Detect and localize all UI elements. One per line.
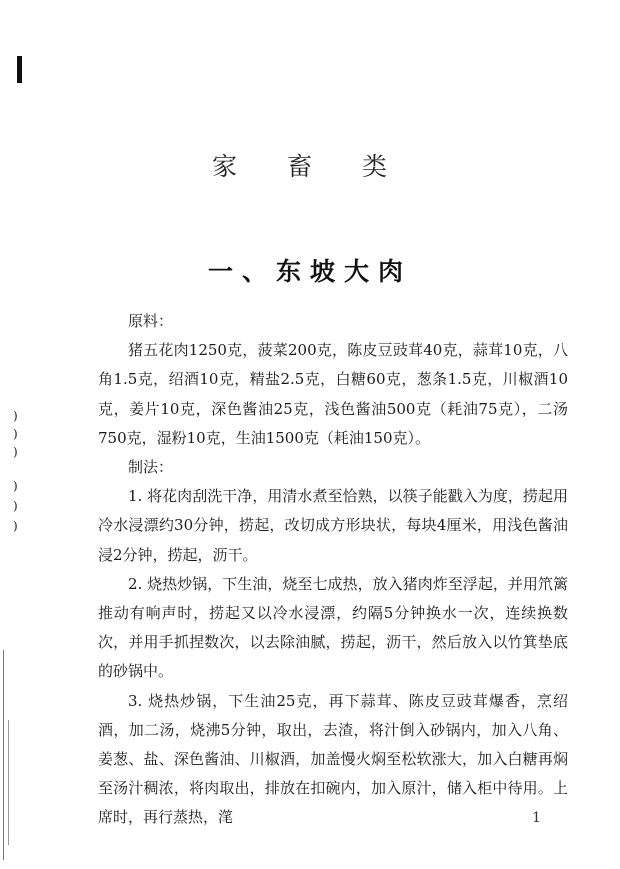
ingredients-text: 猪五花肉1250克，菠菜200克，陈皮豆豉茸40克，蒜茸10克，八角1.5克，绍酒10克，精盐2.5克，白糖60克，葱条1.5克，川椒酒10克，姜片10克，深色酱油25克，浅色酱油500克（耗油75克），二汤750克，湿粉10克，生油1500克（耗油150克）。 <box>98 341 568 447</box>
margin-mark: ) <box>13 409 18 423</box>
method-label: 制法： <box>128 458 174 477</box>
margin-mark: ) <box>13 519 18 533</box>
method-step: 3. 烧热炒锅，下生油25克，再下蒜茸、陈皮豆豉茸爆香，烹绍酒，加二汤，烧沸5分钟，取出，去渣，将汁倒入砂锅内，加入八角、姜葱、盐、深色酱油、川椒酒，加盖慢火焖至松软涨大，加入白糖再焖至汤汁稠浓，将肉取出，排放在扣碗内，加入原汁，储入柜中待用。上席时，再行蒸热，滗 <box>98 691 568 827</box>
scan-edge-tick <box>8 720 9 845</box>
scan-edge-line <box>3 650 4 860</box>
method-step: 1. 将花肉刮洗干净，用清水煮至恰熟，以筷子能戳入为度，捞起用冷水浸漂约30分钟，捞起，改切成方形块状，每块4厘米，用浅色酱油浸2分钟，捞起，沥干。 <box>98 487 568 564</box>
chapter-title: 家 畜 类 <box>212 152 408 181</box>
section-title: 一、东坡大肉 <box>207 257 412 286</box>
recipe-body <box>98 307 568 833</box>
margin-mark: ) <box>13 479 18 493</box>
margin-mark: ) <box>13 427 18 441</box>
margin-mark: ) <box>13 499 18 513</box>
page-number: 1 <box>532 810 541 826</box>
margin-mark: ) <box>13 445 18 459</box>
ingredients-label: 原料： <box>128 312 174 330</box>
method-step: 2. 烧热炒锅，下生油，烧至七成热，放入猪肉炸至浮起，并用笊篱推动有响声时，捞起又以冷水浸漂，约隔5分钟换水一次，连续换数次，并用手抓捏数次，以去除油腻，捞起，沥干，然后放入以竹箕垫底的砂锅中。 <box>98 574 568 681</box>
scan-edge-bar <box>17 56 22 83</box>
